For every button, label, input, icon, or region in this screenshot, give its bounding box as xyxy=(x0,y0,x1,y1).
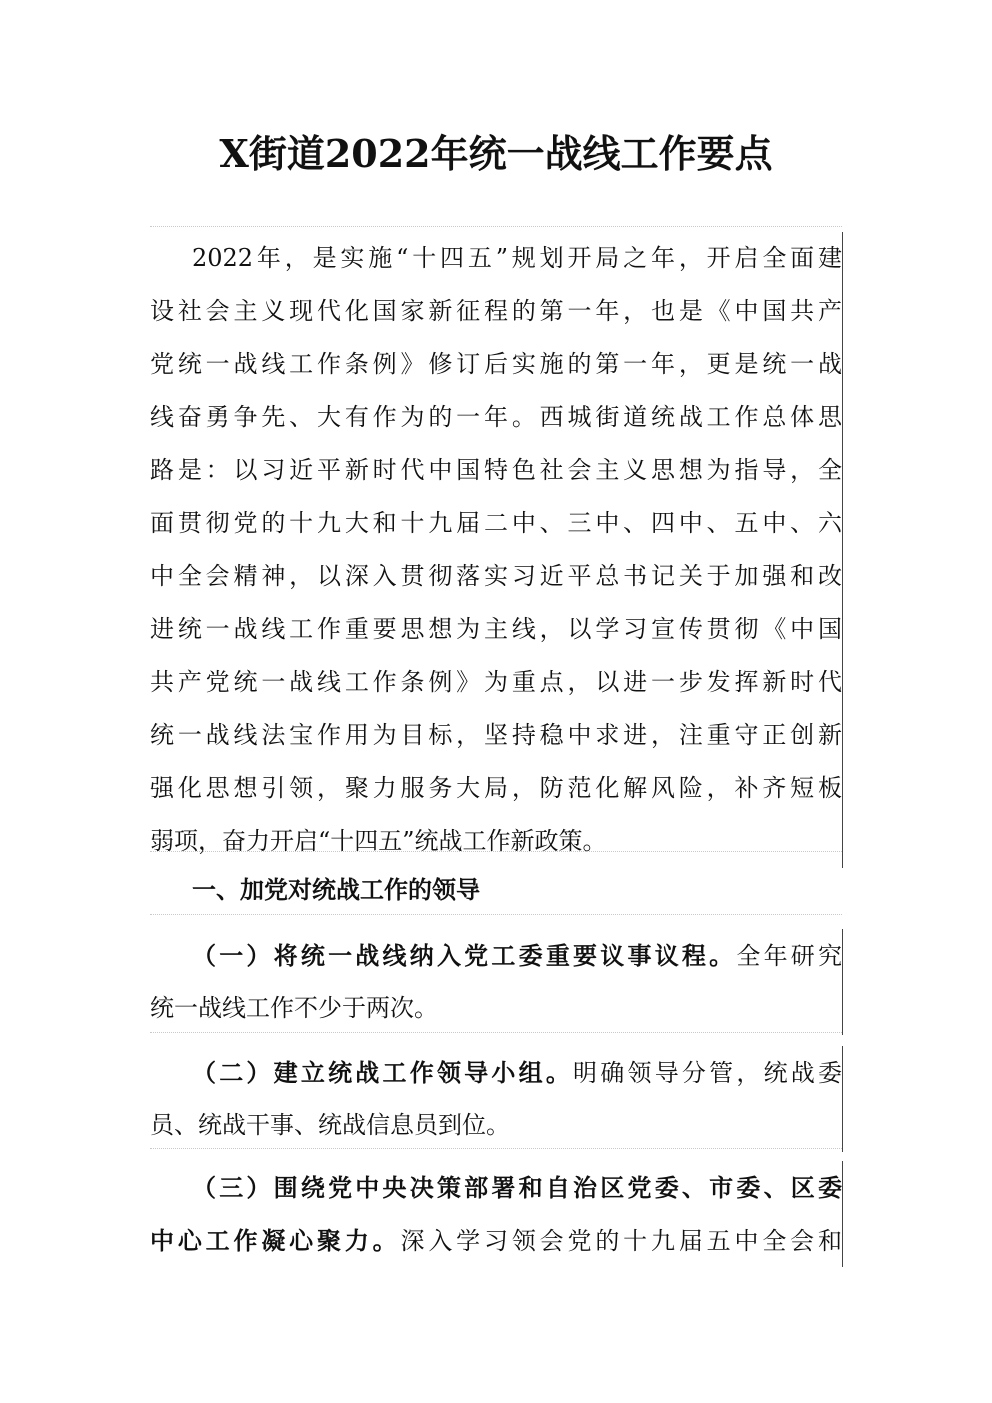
paragraph-line xyxy=(150,1214,842,1267)
paragraph-line: 党统一战线工作条例》修订后实施的第一年，更是统一战 xyxy=(150,350,842,378)
paragraph-line: 进统一战线工作重要思想为主线，以学习宣传贯彻《中国 xyxy=(150,615,842,643)
item-text: 全年研究 xyxy=(736,942,842,970)
paragraph-line: 设社会主义现代化国家新征程的第一年，也是《中国共产 xyxy=(150,297,842,325)
intro-paragraph xyxy=(150,232,843,868)
paragraph-line: 员、统战干事、统战信息员到位。 xyxy=(150,1111,510,1139)
section-heading: 一、加党对统战工作的领导 xyxy=(192,875,480,904)
paragraph-line: 强化思想引领，聚力服务大局，防范化解风险，补齐短板 xyxy=(150,774,842,802)
item-paragraph xyxy=(150,1161,843,1267)
paragraph-line: 统一战线工作不少于两次。 xyxy=(150,994,438,1022)
paragraph-line: （三）围绕党中央决策部署和自治区党委、市委、区委 xyxy=(192,1173,842,1202)
paragraph-line: 面贯彻党的十九大和十九届二中、三中、四中、五中、六 xyxy=(150,509,842,537)
item-text: 深入学习领会党的十九届五中全会和 xyxy=(400,1227,842,1255)
paragraph-line: 2022年，是实施“十四五”规划开局之年，开启全面建 xyxy=(192,244,842,272)
divider xyxy=(150,226,842,227)
document-title: X街道2022年统一战线工作要点 xyxy=(219,131,773,176)
paragraph-line: 共产党统一战线工作条例》为重点，以进一步发挥新时代 xyxy=(150,668,842,696)
divider xyxy=(150,914,842,915)
divider xyxy=(150,1032,842,1033)
paragraph-line: 路是：以习近平新时代中国特色社会主义思想为指导，全 xyxy=(150,456,842,484)
divider xyxy=(150,851,842,852)
item-title: （一）将统一战线纳入党工委重要议事议程。 xyxy=(192,941,737,970)
item-paragraph xyxy=(150,929,843,1035)
paragraph-line xyxy=(150,1046,842,1099)
paragraph-line: 弱项，奋力开启“十四五”统战工作新政策。 xyxy=(150,827,607,855)
item-title: （二）建立统战工作领导小组。 xyxy=(192,1058,574,1087)
item-title: 中心工作凝心聚力。 xyxy=(150,1226,401,1255)
paragraph-line: 统一战线法宝作用为目标，坚持稳中求进，注重守正创新 xyxy=(150,721,842,749)
paragraph-line: 线奋勇争先、大有作为的一年。西城街道统战工作总体思 xyxy=(150,403,842,431)
divider xyxy=(150,1148,842,1149)
item-paragraph xyxy=(150,1046,843,1152)
item-text: 明确领导分管，统战委 xyxy=(573,1059,842,1087)
paragraph-line xyxy=(150,929,842,982)
paragraph-line: 中全会精神，以深入贯彻落实习近平总书记关于加强和改 xyxy=(150,562,842,590)
